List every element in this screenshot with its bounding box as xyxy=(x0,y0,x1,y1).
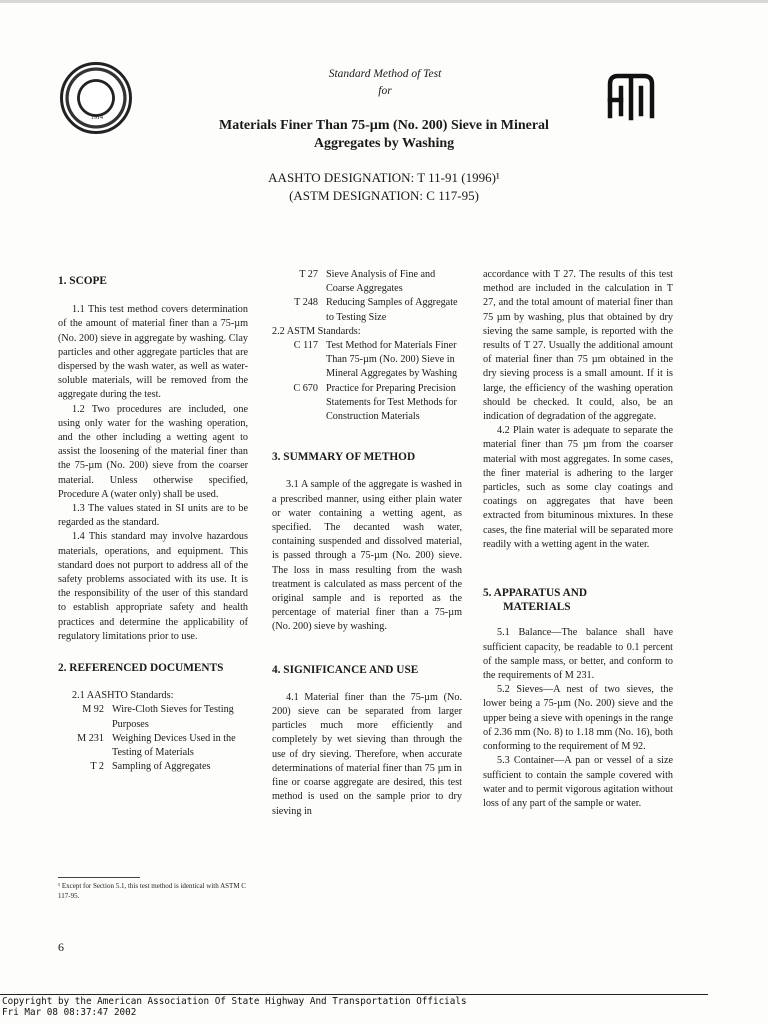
reference-title: Sampling of Aggregates xyxy=(112,761,211,773)
paragraph-1-1: 1.1 This test method covers determination of the amount of material finer than a 75-µm (No. 200) sieve in aggregate by washing. Clay particles and other aggregate particles that are dispersed by the wash water, as well as water-soluble materials, will be removed from the aggregate during the test. xyxy=(58,304,248,401)
copyright-timestamp: Fri Mar 08 08:37:47 2002 xyxy=(2,1007,137,1018)
column-3 xyxy=(483,268,673,811)
section-heading-scope: 1. SCOPE xyxy=(58,275,107,287)
reference-code: T 2 xyxy=(90,761,104,773)
paragraph-4-2: 4.2 Plain water is adequate to separate the material finer than 75 µm from the coarser material with most aggregates. In some cases, the finer material is adhering to the larger particles, such as some clay coatings and coatings on aggregates that have been extracted from bituminous mixtures. In these cases, the fine material will be separated more readily with a wetting agent in the water. xyxy=(483,425,673,550)
paragraph-1-3: 1.3 The values stated in SI units are to be regarded as the standard. xyxy=(58,503,248,529)
section-heading-referenced-documents: 2. REFERENCED DOCUMENTS xyxy=(58,662,224,675)
astm-designation: (ASTM DESIGNATION: C 117-95) xyxy=(289,188,479,203)
reference-code: T 248 xyxy=(294,297,318,309)
reference-title: Test Method for Materials Finer Than 75-µm (No. 200) Sieve in Mineral Aggregates by Washing xyxy=(326,340,458,380)
reference-item xyxy=(272,296,462,324)
astm-logo xyxy=(604,70,658,124)
designations xyxy=(150,169,618,205)
reference-item xyxy=(58,760,248,774)
section-heading-significance-and-use: 4. SIGNIFICANCE AND USE xyxy=(272,663,419,676)
paragraph-1-2: 1.2 Two procedures are included, one using only water for the washing operation, and the other including a wetting agent to assist the loosening of the material finer than the 75-µm (No. 200) sieve from the coarser material. Unless otherwise specified, Procedure A (water only) shall be used. xyxy=(58,403,248,500)
title-line-1: Materials Finer Than 75-µm (No. 200) Sieve in Mineral xyxy=(219,118,549,133)
reference-code: C 117 xyxy=(293,340,318,352)
reference-title: Practice for Preparing Precision Statements for Test Methods for Construction Materials xyxy=(326,382,457,423)
column-1 xyxy=(58,274,248,775)
standard-line: Standard Method of Test xyxy=(328,68,442,80)
reference-item xyxy=(272,382,462,425)
aashto-seal-logo xyxy=(60,62,132,134)
paragraph-3-1: 3.1 A sample of the aggregate is washed in a prescribed manner, using either plain water or water containing a wetting agent, as specified. The decanted wash water, containing suspended and dissolved material, is passed through a 75-µm (No. 200) sieve. The loss in mass resulting from the wash treatment is calculated as mass percent of the original sample and is reported as the percentage of material finer than a 75-µm (No. 200) sieve by washing. xyxy=(272,479,462,633)
top-edge-line xyxy=(0,0,768,3)
aashto-designation: AASHTO DESIGNATION: T 11-91 (1996)¹ xyxy=(268,170,500,185)
paragraph-2-2: 2.2 ASTM Standards: xyxy=(272,325,361,337)
footer-rule xyxy=(0,994,708,995)
footnote: ¹ Except for Section 5.1, this test method is identical with ASTM C 117-95. xyxy=(58,882,246,900)
seal-year: 1914 xyxy=(91,115,103,121)
page-number: 6 xyxy=(58,940,64,954)
paragraph-4-1-continued: accordance with T 27. The results of this test method are included in the calculation in T 27, and the total amount of material finer than 75 µm by washing, plus that obtained by dry sieving the same sample, is reported with the results of T 27. Usually the additional amount of material finer than 75 µm obtained in the dry sieving process is a small amount. If it is large, the efficiency of the washing operation should be checked. It could, also, be an indication of degradation of the aggregate. xyxy=(483,269,673,423)
section-heading-summary-of-method: 3. SUMMARY OF METHOD xyxy=(272,451,416,464)
reference-item xyxy=(58,732,248,760)
copyright-notice xyxy=(2,996,467,1018)
reference-code: T 27 xyxy=(299,269,318,280)
paragraph-4-1: 4.1 Material finer than the 75-µm (No. 200) sieve can be separated from larger particles much more efficiently and completely by wet sieving than through the use of dry sieving. Therefore, when accurate determinations of material finer than 75 µm in fine or coarse aggregate are desired, this test method is used on the sample prior to dry sieving in xyxy=(272,691,462,817)
paragraph-5-1: 5.1 Balance—The balance shall have sufficient capacity, be readable to 0.1 percent of the sample mass, or better, and conform to the requirements of M 231. xyxy=(483,627,673,682)
paragraph-1-4: 1.4 This standard may involve hazardous materials, operations, and equipment. This standard does not purport to address all of the safety problems associated with its use. It is the responsibility of the user of this standard to establish appropriate safety and health practices and determine the applicability of regulatory limitations prior to use. xyxy=(58,531,248,642)
reference-code: M 231 xyxy=(77,732,104,744)
reference-title: Sieve Analysis of Fine and Coarse Aggregates xyxy=(326,269,436,295)
reference-item xyxy=(272,268,462,296)
for-line: for xyxy=(378,85,392,97)
reference-title: Weighing Devices Used in the Testing of Materials xyxy=(112,732,236,759)
paragraph-5-2: 5.2 Sieves—A nest of two sieves, the lower being a 75-µm (No. 200) sieve and the upper being a sieve with openings in the range of 2.36 mm (No. 8) to 1.18 mm (No. 16), both conforming to the requirement of M 92. xyxy=(483,684,673,753)
reference-code: C 670 xyxy=(293,382,318,394)
paragraph-5-3: 5.3 Container—A pan or vessel of a size sufficient to contain the sample covered with water and to permit vigorous agitation without loss of any part of the sample or water. xyxy=(483,755,673,809)
section-heading-apparatus-line-2: MATERIALS xyxy=(503,601,571,614)
section-heading-apparatus-line-1: 5. APPARATUS AND xyxy=(483,587,588,600)
reference-item xyxy=(272,339,462,382)
copyright-line-1: Copyright by the American Association Of State Highway And Transportation Officials xyxy=(2,996,467,1007)
title-line-2: Aggregates by Washing xyxy=(313,136,455,151)
footnote-rule xyxy=(58,877,140,878)
reference-title: Wire-Cloth Sieves for Testing Purposes xyxy=(112,704,234,730)
document-title xyxy=(150,117,618,153)
column-2 xyxy=(272,268,462,819)
reference-item xyxy=(58,703,248,731)
reference-code: M 92 xyxy=(82,704,104,716)
reference-title: Reducing Samples of Aggregate to Testing Size xyxy=(326,297,458,323)
document-kind xyxy=(250,66,520,100)
paragraph-2-1: 2.1 AASHTO Standards: xyxy=(72,690,174,702)
